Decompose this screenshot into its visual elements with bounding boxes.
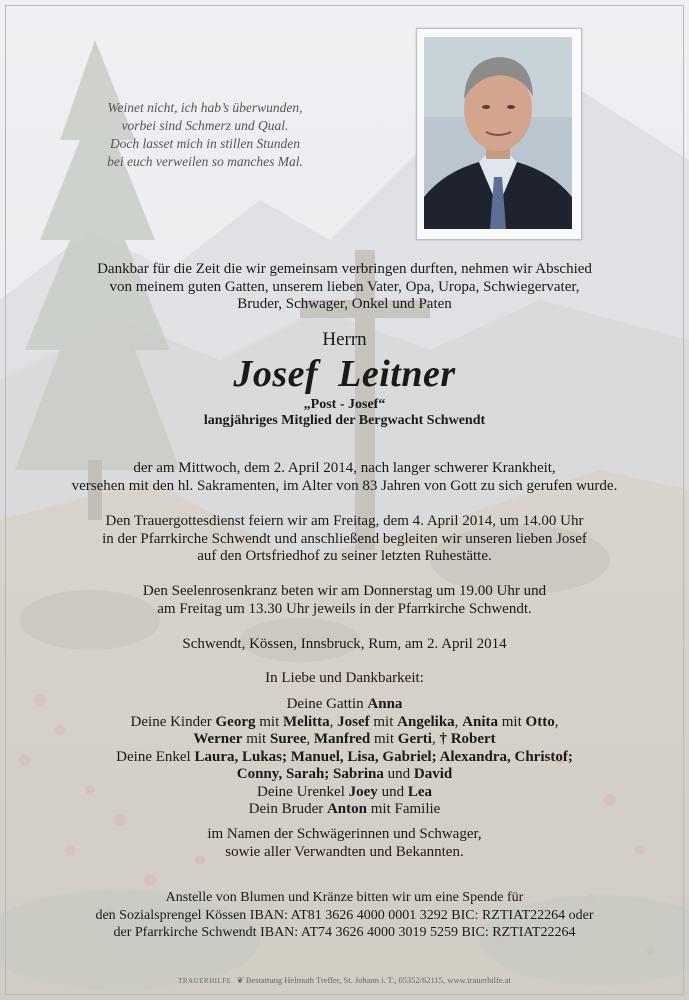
intro-line: Dankbar für die Zeit die wir gemeinsam verbringen durften, nehmen wir Abschied — [97, 261, 592, 277]
family-list — [0, 696, 689, 819]
relatives-line: im Namen der Schwägerinnen und Schwager, — [207, 826, 482, 842]
portrait-image — [424, 37, 572, 229]
donation-request — [0, 889, 689, 942]
rosary-line: am Freitag um 13.30 Uhr jeweils in der Pfarrkirche Schwendt. — [157, 600, 532, 617]
death-notice-line: versehen mit den hl. Sakramenten, im Alter von 83 Jahren von Gott zu sich gerufen wurde. — [71, 477, 618, 494]
salutation: Herrn — [322, 329, 367, 350]
family-member-name: Laura, Lukas; Manuel, Lisa, Gabriel; Alexandra, Christof; — [194, 748, 573, 765]
relatives-text — [0, 826, 689, 861]
donation-line: den Sozialsprengel Kössen IBAN: AT81 3626 4000 0001 3292 BIC: RZTIAT22264 oder — [95, 907, 594, 923]
family-member-name: Otto — [525, 713, 555, 730]
family-brother: Dein Bruder Anton mit Familie — [248, 801, 441, 817]
footer-text: Bestattung Helmuth Treffer, St. Johann i. T., 05352/62115, www.trauerhilfe.at — [245, 975, 511, 985]
intro-text — [0, 261, 689, 314]
family-member-name: Anton — [326, 801, 367, 817]
family-member-name: Josef — [337, 713, 370, 730]
nickname: „Post - Josef“ — [303, 397, 386, 412]
footer-imprint — [0, 975, 689, 986]
family-member-name: Suree — [269, 731, 307, 747]
family-grandchildren-cont: Conny, Sarah; Sabrina und David — [236, 766, 453, 782]
rosary-info — [0, 583, 689, 618]
donation-line: der Pfarrkirche Schwendt IBAN: AT74 3626 4000 3019 5259 BIC: RZTIAT22264 — [113, 925, 576, 940]
family-member-name: Anita — [462, 713, 499, 730]
family-wife — [0, 696, 689, 714]
family-children-cont: Werner mit Suree, Manfred mit Gerti, † Robert — [193, 731, 496, 747]
poem-line: vorbei sind Schmerz und Qual. — [121, 118, 289, 133]
funeral-line: Den Trauergottesdienst feiern wir am Freitag, dem 4. April 2014, um 14.00 Uhr — [105, 513, 584, 529]
poem — [40, 99, 370, 171]
family-member-name: Manfred — [313, 731, 371, 747]
poem-line: bei euch verweilen so manches Mal. — [107, 154, 303, 169]
intro-line: von meinem guten Gatten, unserem lieben Vater, Opa, Uropa, Schwiegervater, — [109, 278, 580, 295]
death-notice-line: der am Mittwoch, dem 2. April 2014, nach langer schwerer Krankheit, — [133, 460, 556, 476]
intro-line: Bruder, Schwager, Onkel und Paten — [237, 296, 452, 312]
family-grandchildren: Deine Enkel Laura, Lukas; Manuel, Lisa, Gabriel; Alexandra, Christof; — [116, 748, 573, 765]
footer-brand: TRAUERHILFE — [178, 977, 232, 985]
relatives-line: sowie aller Verwandten und Bekannten. — [225, 843, 464, 860]
family-member-name: Angelika — [397, 713, 455, 730]
family-member-name: Georg — [215, 713, 256, 730]
poem-line: Doch lasset mich in stillen Stunden — [109, 136, 301, 151]
funeral-line: auf den Ortsfriedhof zu seiner letzten Ruhestätte. — [197, 548, 492, 564]
flower-icon: ❦ — [236, 975, 244, 985]
family-member-name: Conny, Sarah; Sabrina — [236, 766, 384, 782]
family-great-grandchildren: Deine Urenkel Joey und Lea — [257, 783, 432, 800]
portrait-photo — [416, 28, 582, 240]
rosary-line: Den Seelenrosenkranz beten wir am Donnerstag um 19.00 Uhr und — [142, 583, 547, 599]
family-member-name: Lea — [407, 783, 432, 800]
family-member-name: Joey — [348, 783, 378, 800]
membership: langjähriges Mitglied der Bergwacht Schwendt — [203, 413, 486, 428]
family-label: Deine Gattin — [286, 696, 364, 712]
family-member-name: David — [413, 766, 453, 782]
funeral-info — [0, 513, 689, 566]
family-member-name: Gerti — [397, 731, 432, 747]
nickname-block — [0, 397, 689, 429]
death-notice — [0, 460, 689, 495]
funeral-line: in der Pfarrkirche Schwendt und anschließend begleiten wir unseren lieben Josef — [102, 530, 587, 547]
family-children: Deine Kinder Georg mit Melitta, Josef mit Angelika, Anita mit Otto, — [130, 713, 559, 730]
family-member-name: Melitta — [283, 713, 330, 730]
family-member-name: † Robert — [439, 731, 496, 747]
family-member-name: Anna — [367, 696, 403, 712]
family-member-name: Werner — [193, 731, 243, 747]
deceased-name: Josef Leitner — [233, 353, 456, 395]
place-date: Schwendt, Kössen, Innsbruck, Rum, am 2. April 2014 — [182, 636, 507, 652]
donation-line: Anstelle von Blumen und Kränze bitten wir um eine Spende für — [165, 890, 524, 905]
poem-line: Weinet nicht, ich hab’s überwunden, — [107, 100, 303, 115]
closing-phrase: In Liebe und Dankbarkeit: — [265, 670, 424, 686]
